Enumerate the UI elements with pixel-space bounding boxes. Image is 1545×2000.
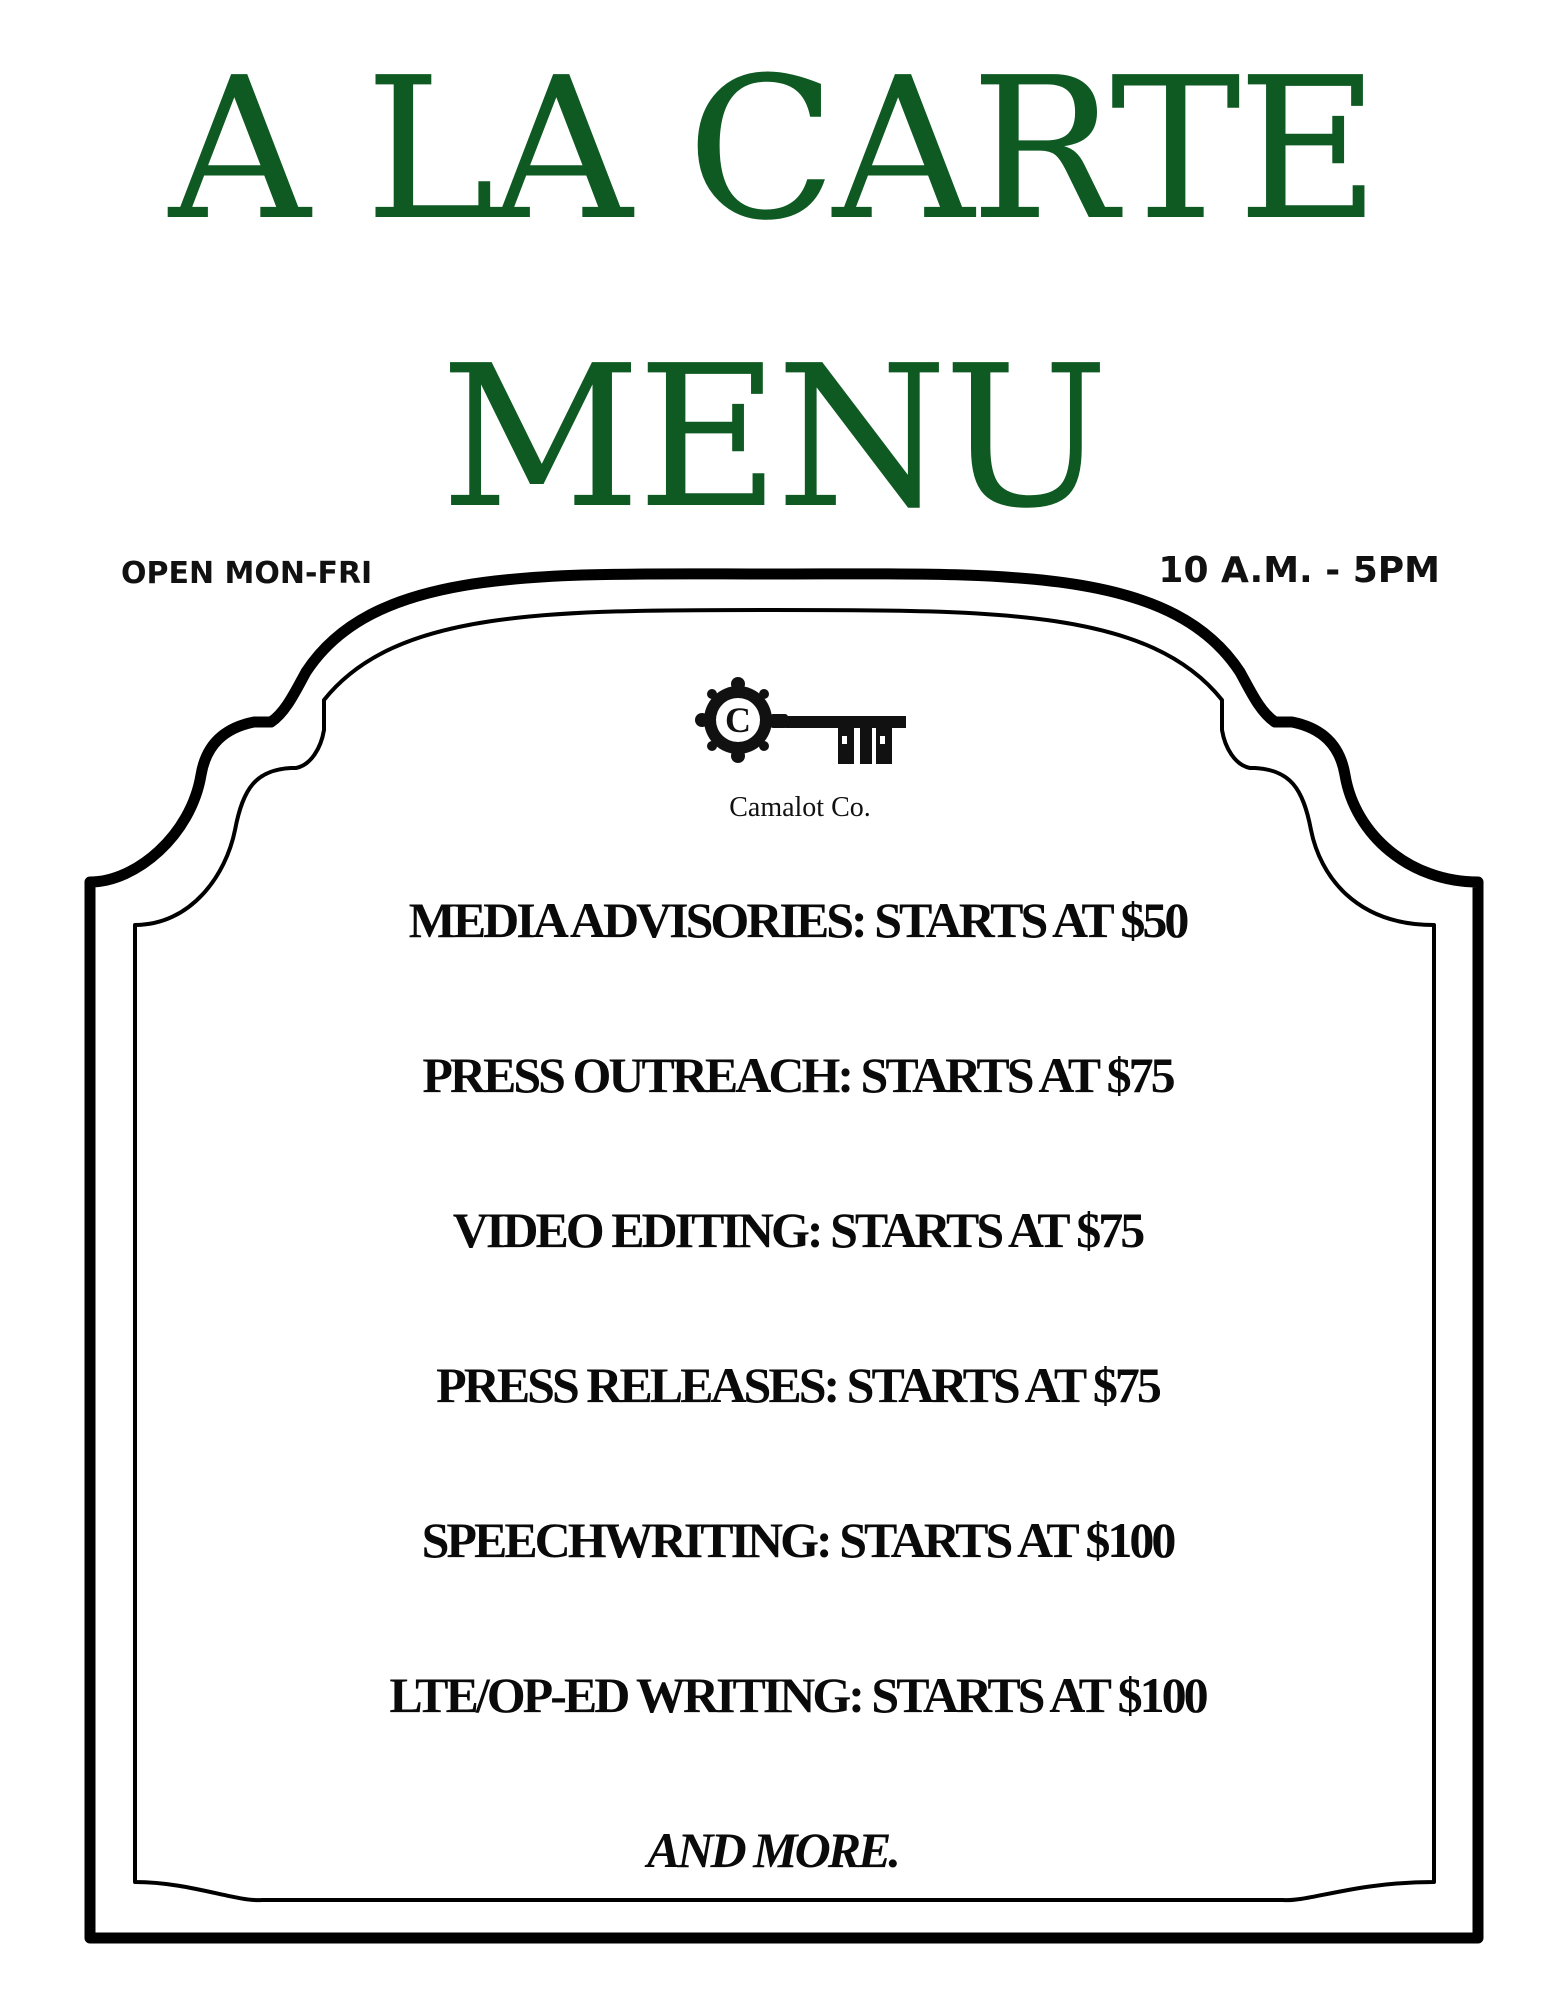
company-name: Camalot Co. xyxy=(729,792,871,823)
service-press-outreach: PRESS OUTREACH: STARTS AT $75 xyxy=(422,1047,1173,1103)
service-press-releases: PRESS RELEASES: STARTS AT $75 xyxy=(436,1357,1159,1413)
open-days-label: OPEN MON-FRI xyxy=(121,556,373,591)
open-hours-label: 10 A.M. - 5PM xyxy=(1158,550,1440,591)
title-line-2: MENU xyxy=(440,324,1105,552)
service-speechwriting: SPEECHWRITING: STARTS AT $100 xyxy=(421,1512,1174,1568)
service-video-editing: VIDEO EDITING: STARTS AT $75 xyxy=(452,1202,1143,1258)
title-line-1: A LA CARTE xyxy=(168,36,1377,264)
skeleton-key-icon xyxy=(690,670,910,790)
services-list xyxy=(130,880,1465,1810)
service-media-advisories: MEDIA ADVISORIES: STARTS AT $50 xyxy=(408,892,1187,948)
company-logo xyxy=(690,670,910,830)
and-more-text: AND MORE. xyxy=(647,1822,898,1878)
service-lte-oped-writing: LTE/OP-ED WRITING: STARTS AT $100 xyxy=(389,1667,1206,1723)
monogram-letter: C xyxy=(725,700,751,740)
